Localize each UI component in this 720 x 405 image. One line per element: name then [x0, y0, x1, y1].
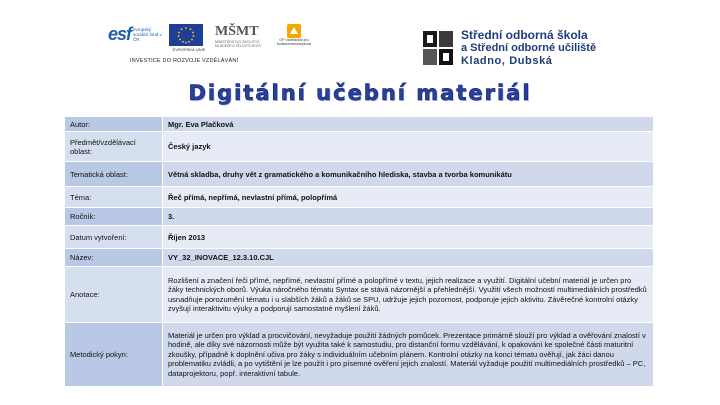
- row-label-author: Autor:: [65, 117, 163, 132]
- eu-logo: [169, 24, 209, 52]
- school-name-line-2: a Střední odborné učiliště: [461, 41, 597, 54]
- esf-mark: esf: [108, 24, 132, 44]
- table-row: [65, 132, 654, 162]
- row-value-thematic-area: Větná skladba, druhy vět z gramatického a komunikačního hlediska, stavba a tvorba komunikátu: [163, 162, 654, 187]
- header: [0, 0, 720, 80]
- table-row: [65, 187, 654, 208]
- page-title: Digitální učební materiál: [188, 81, 532, 105]
- row-label-methodology: Metodický pokyn:: [65, 323, 163, 387]
- row-value-grade: 3.: [163, 208, 654, 226]
- esf-logo: [108, 24, 163, 45]
- row-value-topic: Řeč přímá, nepřímá, nevlastní přímá, polopřímá: [163, 187, 654, 208]
- row-value-name: VY_32_INOVACE_12.3.10.CJL: [163, 249, 654, 267]
- op-mark-icon: [287, 24, 301, 38]
- table-row: [65, 208, 654, 226]
- row-value-annotation: Rozlišení a značení řeči přímé, nepřímé, nevlastní přímé a polopřímé v textu, jejich realizace a využití. Digitální učební materiál je určen pro žáky technických oborů. Výuka náročného tématu Syntax se stává názornější a přehlednější. Využití všech možností multimediálních prostředků usnadňuje porozumění tématu i u slabších žáků a žáků se SPU, udržuje jejich pozornost, podporuje jejich aktivitu. Závěrečné kontrolní otázky zvyšují interaktivitu výuky a podporují samostatné myšlení žáků.: [163, 267, 654, 323]
- table-row: [65, 162, 654, 187]
- row-label-thematic-area: Tematická oblast:: [65, 162, 163, 187]
- op-logo: [277, 24, 312, 52]
- school-logo-icon: [421, 29, 455, 67]
- table-row: [65, 323, 654, 387]
- esf-text: evropský sociální fond v ČR: [133, 27, 162, 42]
- row-label-grade: Ročník:: [65, 208, 163, 226]
- funding-logos: [108, 24, 330, 68]
- logo-row: [108, 24, 330, 54]
- investment-slogan: INVESTICE DO ROZVOJE VZDĚLÁVÁNÍ: [130, 58, 239, 64]
- table-row: [65, 226, 654, 249]
- school-name-line-3: Kladno, Dubská: [461, 54, 553, 67]
- school-logo-block: [421, 27, 596, 69]
- school-name-line-1: Střední odborná škola: [461, 27, 588, 42]
- eu-flag-icon: [169, 24, 203, 46]
- msmt-text: MINISTERSTVO ŠKOLSTVÍ, MLÁDEŽE A TĚLOVÝCHOVY: [215, 40, 262, 48]
- row-label-annotation: Anotace:: [65, 267, 163, 323]
- metadata-table: [64, 116, 654, 387]
- row-value-date: Říjen 2013: [163, 226, 654, 249]
- table-row: [65, 267, 654, 323]
- row-label-topic: Téma:: [65, 187, 163, 208]
- row-label-date: Datum vytvoření:: [65, 226, 163, 249]
- table-row: [65, 249, 654, 267]
- table-row: [65, 117, 654, 132]
- row-value-author: Mgr. Eva Plačková: [163, 117, 654, 132]
- row-value-methodology: Materiál je určen pro výklad a procvičování, nevyžaduje použití žádných pomůcek. Prezentace primárně slouží pro výklad a ověřování znalostí v hodině, ale díky své názornosti může být využita také k samostudiu, pro distanční formu vzdělávání, k opakování ke společné části maturitní zkoušky, případně k doplnění učiva pro žáky s individuálním učebním plánem. Kontrolní otázky na konci tématu ověřují, jak žáci danou problematiku zvládli, a po vytištění je lze použít i pro písemné ověření jejich znalostí. Materiál vyžaduje použití multimediálních prostředků – PC, dataprojektoru, popř. interaktivní tabule.: [163, 323, 654, 387]
- eu-text: EVROPSKÁ UNIE: [172, 47, 206, 52]
- row-value-subject: Český jazyk: [163, 132, 654, 162]
- row-label-subject: Předmět/vzdělávací oblast:: [65, 132, 163, 162]
- msmt-mark: MŠMT: [215, 24, 259, 39]
- op-text: OP Vzdělávání pro konkurenceschopnost: [277, 38, 312, 46]
- msmt-logo: [215, 24, 273, 52]
- school-name: [461, 29, 596, 68]
- row-label-name: Název:: [65, 249, 163, 267]
